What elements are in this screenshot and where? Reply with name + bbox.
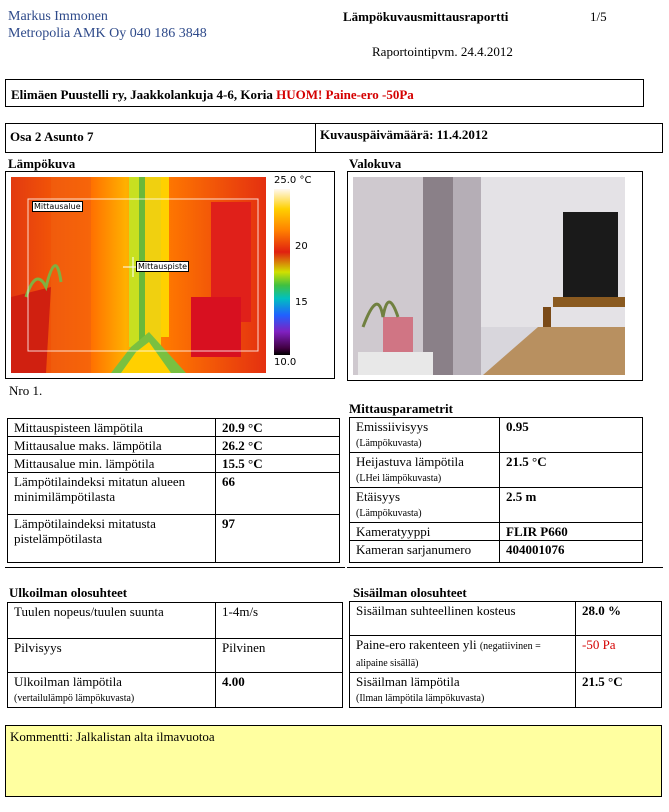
- table-row: [8, 473, 340, 515]
- thermal-heading: Lämpökuva: [8, 156, 76, 171]
- table-row: [8, 455, 340, 473]
- outdoor-table: [7, 602, 343, 708]
- measurement-label: Mittausalue min. lämpötila: [8, 455, 216, 473]
- indoor-heading: Sisäilman olosuhteet: [353, 585, 467, 600]
- outdoor-heading: Ulkoilman olosuhteet: [9, 585, 128, 600]
- location-row: [5, 123, 663, 153]
- table-row: [8, 603, 343, 639]
- parameter-label: Etäisyys (Lämpökuvasta): [350, 488, 500, 523]
- measurement-label: Lämpötilaindeksi mitatusta pistelämpötilasta: [8, 515, 216, 563]
- table-row: [8, 673, 343, 708]
- table-row: [8, 419, 340, 437]
- indoor-temp-value: 21.5 °C: [576, 673, 662, 708]
- parameter-label: Heijastuva lämpötila (LHei lämpökuvasta): [350, 453, 500, 488]
- scale-tick-15: 15: [295, 297, 308, 308]
- table-row: [350, 453, 643, 488]
- measurement-value: 15.5 °C: [216, 455, 340, 473]
- outdoor-temp-value: 4.00: [216, 673, 343, 708]
- organization-contact: Metropolia AMK Oy 040 186 3848: [8, 26, 207, 41]
- thermal-scale: [272, 175, 332, 375]
- pressure-label: Paine-ero rakenteen yli (negatiivinen = alipaine sisällä): [350, 636, 576, 673]
- thermal-frame: [5, 171, 335, 379]
- parameters-table: [349, 417, 643, 563]
- indoor-section: [347, 567, 663, 568]
- room-photo: [353, 177, 625, 375]
- measurement-label: Mittauspisteen lämpötila: [8, 419, 216, 437]
- parameter-value: 404001076: [500, 541, 643, 563]
- unit-label: Osa 2 Asunto 7: [10, 129, 94, 144]
- table-row: [8, 437, 340, 455]
- humidity-label: Sisäilman suhteellinen kosteus: [350, 602, 576, 636]
- measurement-label: Mittausalue maks. lämpötila: [8, 437, 216, 455]
- photo-frame: [347, 171, 643, 381]
- measurement-area-label: Mittausalue: [34, 202, 81, 211]
- report-title: Lämpökuvausmittausraportti: [343, 9, 509, 24]
- scale-tick-20: 20: [295, 241, 308, 252]
- page-number: 1/5: [590, 9, 607, 24]
- table-row: [350, 673, 662, 708]
- table-row: [350, 523, 643, 541]
- measurement-point-label: Mittauspiste: [138, 262, 188, 271]
- scale-min: 10.0: [274, 357, 297, 368]
- report-date: Raportointipvm. 24.4.2012: [372, 44, 513, 59]
- parameter-label: Kameran sarjanumero: [350, 541, 500, 563]
- scale-bar: [274, 189, 290, 355]
- table-row: [350, 602, 662, 636]
- wind-label: Tuulen nopeus/tuulen suunta: [8, 603, 216, 639]
- comment-box: [5, 725, 662, 797]
- parameter-label: Kameratyyppi: [350, 523, 500, 541]
- site-address: Elimäen Puustelli ry, Jaakkolankuja 4-6, Koria: [11, 87, 273, 102]
- pressure-warning: HUOM! Paine-ero -50Pa: [276, 87, 414, 102]
- parameter-value: 21.5 °C: [500, 453, 643, 488]
- indoor-table: [349, 601, 662, 708]
- indoor-temp-label: Sisäilman lämpötila (Ilman lämpötila lämpökuvasta): [350, 673, 576, 708]
- parameter-value: FLIR P660: [500, 523, 643, 541]
- photo-heading: Valokuva: [349, 156, 402, 171]
- scale-max: 25.0 °C: [274, 175, 312, 186]
- measurements-table: [7, 418, 340, 563]
- comment-text: Kommentti: Jalkalistan alta ilmavuotoa: [10, 729, 215, 744]
- measurement-value: 20.9 °C: [216, 419, 340, 437]
- wind-value: 1-4m/s: [216, 603, 343, 639]
- table-row: [350, 541, 643, 563]
- table-row: [350, 488, 643, 523]
- measurement-value: 66: [216, 473, 340, 515]
- measurement-label: Lämpötilaindeksi mitatun alueen minimilämpötilasta: [8, 473, 216, 515]
- measurement-value: 26.2 °C: [216, 437, 340, 455]
- parameter-label: Emissiivisyys (Lämpökuvasta): [350, 418, 500, 453]
- site-address-box: [5, 79, 644, 107]
- cloud-label: Pilvisyys: [8, 639, 216, 673]
- author-name: Markus Immonen: [8, 9, 108, 24]
- image-caption: Nro 1.: [9, 383, 43, 398]
- parameter-value: 0.95: [500, 418, 643, 453]
- parameters-heading: Mittausparametrit: [349, 401, 453, 416]
- parameter-value: 2.5 m: [500, 488, 643, 523]
- table-row: [350, 636, 662, 673]
- pressure-value: -50 Pa: [576, 636, 662, 673]
- cloud-value: Pilvinen: [216, 639, 343, 673]
- humidity-value: 28.0 %: [576, 602, 662, 636]
- table-row: [8, 515, 340, 563]
- photo-date: Kuvauspäivämäärä: 11.4.2012: [320, 127, 488, 142]
- table-row: [350, 418, 643, 453]
- outdoor-temp-label: Ulkoilman lämpötila (vertailulämpö lämpökuvasta): [8, 673, 216, 708]
- measurement-value: 97: [216, 515, 340, 563]
- table-row: [8, 639, 343, 673]
